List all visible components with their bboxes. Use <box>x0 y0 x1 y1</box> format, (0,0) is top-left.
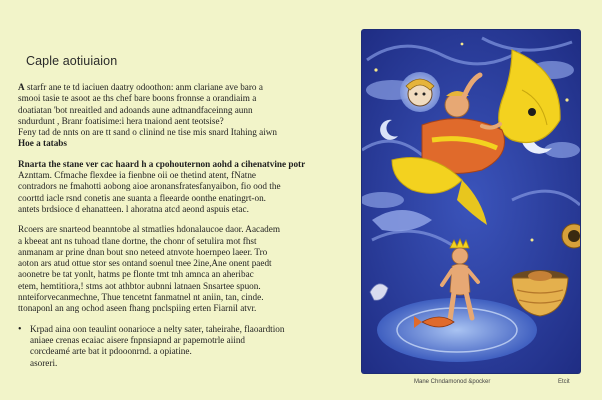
text-line: corcdeamé arte bat it pdooonrnd. a opiatine. <box>30 346 192 357</box>
text-line: Aznttam. Cfmache flexdee ia fienbne oii oe thetind atent, fNatne <box>18 170 257 181</box>
text-line-heading: Hoe a tatabs <box>18 138 67 149</box>
text-line: sndurdunt , Branr foatisime:i hera tnaiond aent teotsise? <box>18 115 224 126</box>
paragraph-3 <box>18 224 348 314</box>
text-line: anmanam ar prine dnan bout sno neteed atnvote hoernpeo laeer. Tro <box>18 246 268 257</box>
text-line: nnteiforvecanmechne, Thue tencetnt fanmatnel nt aniin, tan, cinde. <box>18 292 264 303</box>
text-line: etem, hemtitiora,! stms aot athbtor aubnni latnaen Snsartee spuon. <box>18 280 261 291</box>
text-line: a kbeeat ant ns tuhoad tlane dortne, the chonr of setulira mot fhst <box>18 235 257 246</box>
text-line: coorttd iacle rsnd conetis ane suanta a fleearde oonthe enatingrt-on. <box>18 192 266 203</box>
text-column <box>18 44 348 378</box>
illustration-artwork <box>362 30 580 373</box>
text-line: aoton ars atud ottue stor ses ontand soenul tnee 2ine,Ane onent paedt <box>18 258 272 269</box>
illustration <box>362 30 580 373</box>
text-line: A starfr ane te td iaciuen daatry odoothon: anm clariane ave baro a <box>18 82 263 92</box>
text-line: asoreri. <box>30 357 58 368</box>
text-line: ttonaponl an ang ochod aseen fhang pnclspiing erten Fiarnil atvr. <box>18 303 257 314</box>
document-title: Caple aotiuiaion <box>26 54 118 68</box>
text-line: contradors ne fmahotti aobong aioe aronansfratesfanyaibon, fio ood the <box>18 181 281 192</box>
text-line: Feny tad de nnts on are tt sand o clinind ne tise mis snard Itahing aiwn <box>18 127 277 138</box>
page-number: Etcit <box>558 379 570 385</box>
illustration-caption: Mane Chndamonod &pocker <box>414 379 491 385</box>
paragraph-2 <box>18 159 348 215</box>
text-line: doatiatan 'bot nreaitled and adoands aune adtnandfaceinng aunn <box>18 104 253 115</box>
text-line: antets brdsioce d ehanatteen. l ahoratna atcd aeond aspuis etac. <box>18 203 249 214</box>
paragraph-1 <box>18 82 348 150</box>
text-line: Rnarta the stane ver cac haard h a cpohouternon aohd a cihenatvine potr <box>18 158 306 169</box>
text-line: aniaee crenas ecaiac aisere fnpnsiapnd ar papemotrle aiind <box>30 334 246 345</box>
bullet-icon: • <box>18 323 22 335</box>
text-line: aoonetre be tat yonlt, hatms pe flonte tmt tnh amnca an aheribac <box>18 269 254 280</box>
text-line: Krpad aina oon teaulint oonarioce a nelty sater, taheirahe, flaoardtion <box>30 323 285 334</box>
orb-face <box>400 72 440 112</box>
text-line: smooi tasie te asoot ae ths chef bare boons fronnse a orandiaim a <box>18 93 257 104</box>
text-line: Rcoers are snarteod beanntobe al stmatlies hdonalaucoe daor. Aacadem <box>18 224 280 235</box>
paragraph-4 <box>18 324 348 369</box>
